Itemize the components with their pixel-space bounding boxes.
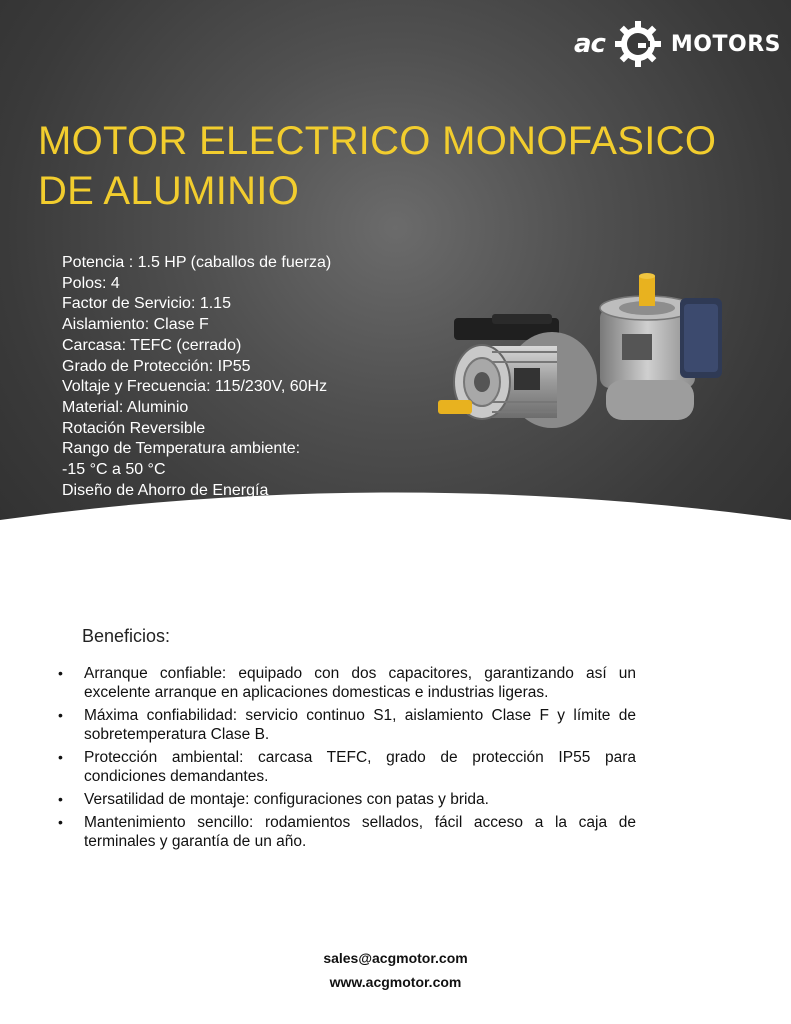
- bullet-icon: •: [58, 814, 63, 830]
- motor-product-image: [432, 268, 732, 448]
- title-line-2: DE ALUMINIO: [38, 169, 300, 213]
- benefits-title: Beneficios:: [82, 626, 171, 646]
- bullet-icon: •: [58, 707, 63, 723]
- benefit-item: [58, 813, 636, 851]
- gear-logo-icon: [613, 19, 663, 69]
- spec-temperature-label: Rango de Temperatura ambiente:: [62, 440, 301, 458]
- logo-ac-text: ac: [573, 29, 605, 59]
- contact-email[interactable]: sales@acgmotor.com: [323, 950, 468, 966]
- contact-website[interactable]: www.acgmotor.com: [329, 974, 462, 990]
- spec-insulation: Aislamiento: Clase F: [62, 316, 209, 334]
- bullet-icon: •: [58, 665, 63, 681]
- logo-motors-text: MOTORS: [670, 31, 781, 57]
- spec-poles: Polos: 4: [62, 274, 120, 292]
- spec-voltage-frequency: Voltaje y Frecuencia: 115/230V, 60Hz: [62, 378, 328, 396]
- page-title: [38, 116, 758, 216]
- benefit-text: Versatilidad de montaje: configuraciones con patas y brida.: [84, 791, 489, 808]
- benefit-text: Arranque confiable: equipado con dos capacitores, garantizando así un excelente arranque en aplicaciones domesticas e industrias ligeras.: [84, 665, 636, 701]
- spec-protection: Grado de Protección: IP55: [62, 357, 251, 375]
- spec-material: Material: Aluminio: [62, 398, 189, 416]
- spec-rotation: Rotación Reversible: [62, 419, 206, 437]
- benefit-item: [58, 748, 636, 786]
- brand-logo: [574, 14, 781, 74]
- spec-housing: Carcasa: TEFC (cerrado): [62, 336, 242, 354]
- spec-power: Potencia : 1.5 HP (caballos de fuerza): [62, 254, 332, 271]
- benefit-text: Máxima confiabilidad: servicio continuo S1, aislamiento Clase F y límite de sobretemperatura Clase B.: [84, 707, 636, 743]
- benefits-list: [58, 664, 636, 855]
- benefit-item: [58, 790, 636, 809]
- spec-service-factor: Factor de Servicio: 1.15: [62, 295, 231, 313]
- specs-list: [62, 253, 442, 501]
- benefit-text: Mantenimiento sencillo: rodamientos sellados, fácil acceso a la caja de terminales y garantía de un año.: [84, 814, 636, 850]
- benefit-text: Protección ambiental: carcasa TEFC, grado de protección IP55 para condiciones demandantes.: [84, 749, 636, 785]
- title-line-1: MOTOR ELECTRICO MONOFASICO: [38, 119, 717, 163]
- contact-info: [0, 946, 791, 994]
- spec-energy-saving: Diseño de Ahorro de Energía: [62, 481, 269, 499]
- bullet-icon: •: [58, 791, 63, 807]
- bullet-icon: •: [58, 749, 63, 765]
- spec-temperature-range: -15 °C a 50 °C: [62, 461, 166, 479]
- benefit-item: [58, 706, 636, 744]
- benefit-item: [58, 664, 636, 702]
